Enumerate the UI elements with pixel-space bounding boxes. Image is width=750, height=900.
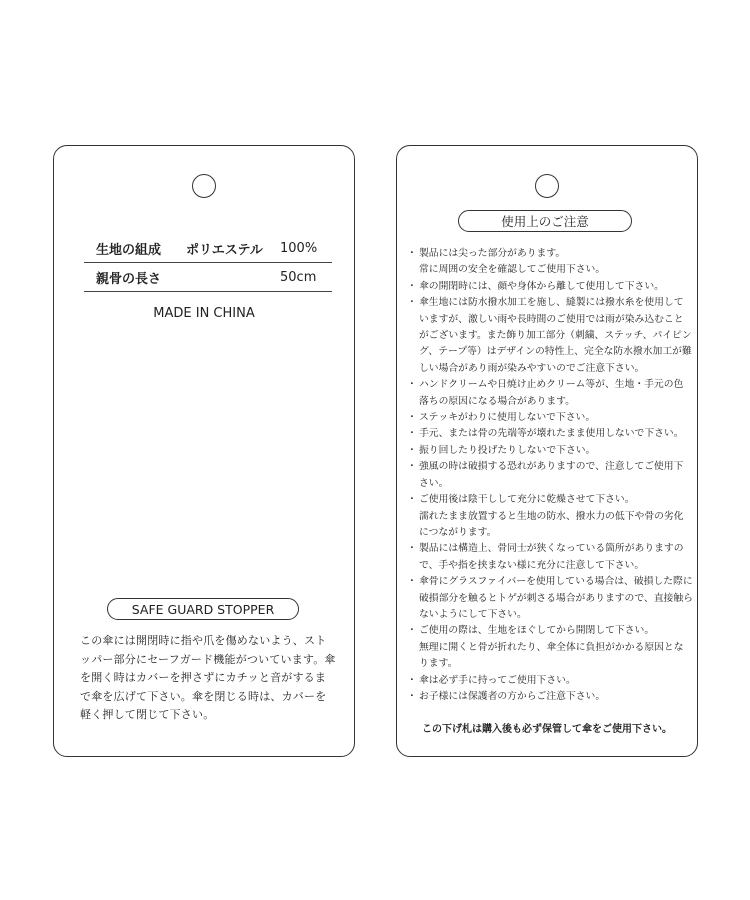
notice-item: ・ ハンドクリームや日焼け止めクリーム等が、生地・手元の色落ちの原因になる場合があります。 (409, 377, 693, 410)
notice-item: ・ ご使用後は陰干しして充分に乾燥させて下さい。 濡れたまま放置すると生地の防水、撥水力の低下や骨の劣化につながります。 (409, 492, 693, 541)
product-tag-right (396, 145, 698, 757)
spec-row-rib-length (84, 263, 332, 292)
notice-item: ・ 傘の開閉時には、顔や身体から離して使用して下さい。 (409, 279, 693, 295)
spec-table (84, 234, 332, 292)
notice-item: ・ 製品には構造上、骨同士が狭くなっている箇所がありますので、手や指を挟まない様に充分に注意して下さい。 (409, 541, 693, 574)
notice-item: ・ ご使用の際は、生地をほぐしてから開閉して下さい。 無理に開くと骨が折れたり、傘全体に負担がかかる原因となります。 (409, 623, 693, 672)
notice-item: ・ 傘生地には防水撥水加工を施し、縫製には撥水糸を使用していますが、激しい雨や長時間のご使用では雨が染み込むことがございます。また飾り加工部分（刺繍、ステッチ、パイピング、テープ等）はデザインの特性上、完全な防水撥水加工が難しい場合があり雨が染みやすいのでご注意下さい。 (409, 295, 693, 377)
keep-tag-note: この下げ札は購入後も必ず保管して傘をご使用下さい。 (422, 724, 672, 735)
spec-label: 親骨の長さ (96, 271, 162, 287)
spec-row-material (84, 234, 332, 263)
notice-item: ・ 傘骨にグラスファイバーを使用している場合は、破損した際に破損部分を触るとトゲが刺さる場合がありますので、直接触らないようにして下さい。 (409, 574, 693, 623)
safe-guard-description: この傘には開閉時に指や爪を傷めないよう、ストッパー部分にセーフガード機能がついています。傘を開く時はカバーを押さずにカチッと音がするまで傘を広げて下さい。傘を閉じる時は、カバーを軽く押して閉じて下さい。 (80, 634, 336, 721)
spec-value: 100% (280, 240, 318, 256)
country-of-origin: MADE IN CHINA (153, 306, 255, 321)
product-tag-left (53, 145, 355, 757)
notice-item: ・ ステッキがわりに使用しないで下さい。 (409, 410, 693, 426)
notice-item: ・ 傘は必ず手に持ってご使用下さい。 (409, 673, 693, 689)
notice-item: ・ 強風の時は破損する恐れがありますので、注意してご使用下さい。 (409, 459, 693, 492)
notice-item: ・ 製品には尖った部分があります。 常に周囲の安全を確認してご使用下さい。 (409, 246, 693, 279)
safe-guard-title: SAFE GUARD STOPPER (107, 598, 299, 620)
spec-label: 生地の組成 (96, 242, 162, 258)
spec-value: 50cm (280, 269, 317, 285)
tag-hole (192, 174, 216, 198)
tag-hole (535, 174, 559, 198)
notice-item: ・ 手元、または骨の先端等が壊れたまま使用しないで下さい。 (409, 426, 693, 442)
usage-notice-title: 使用上のご注意 (458, 210, 632, 232)
notice-item: ・ 振り回したり投げたりしないで下さい。 (409, 443, 693, 459)
notice-list (409, 246, 693, 705)
spec-material: ポリエステル (186, 242, 263, 258)
notice-item: ・ お子様には保護者の方からご注意下さい。 (409, 689, 693, 705)
